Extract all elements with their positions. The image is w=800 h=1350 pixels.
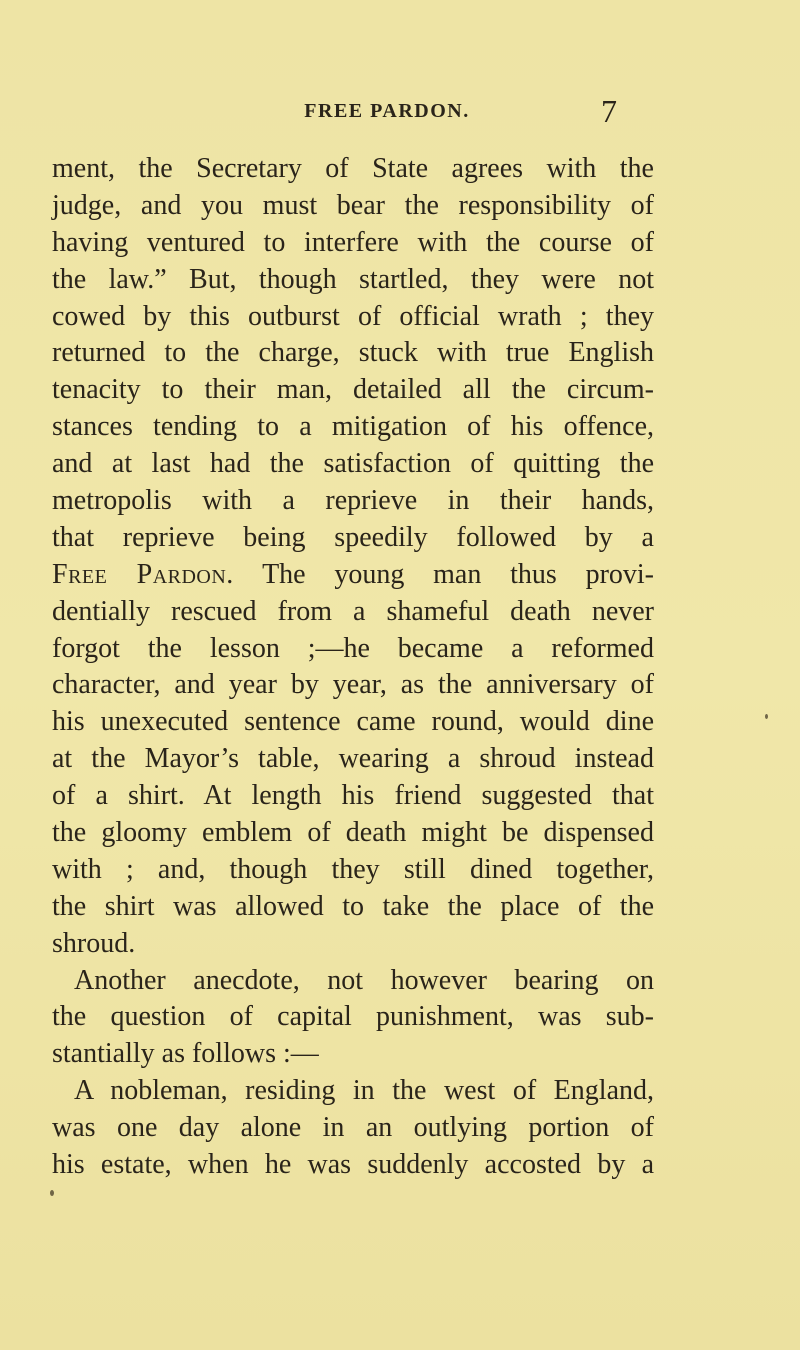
text-line: at the Mayor’s table, wearing a shroud instead (52, 743, 654, 775)
text-line: tenacity to their man, detailed all the circum- (52, 374, 654, 406)
text-line: that reprieve being speedily followed by a (52, 521, 654, 553)
running-title: FREE PARDON. (304, 100, 470, 122)
text-line: his estate, when he was suddenly accosted by a (52, 1149, 654, 1181)
text-line: with ; and, though they still dined together, (52, 853, 654, 885)
text-line: stantially as follows :— (52, 1038, 319, 1070)
text-line: Another anecdote, not however bearing on (74, 964, 654, 996)
text-line: cowed by this outburst of official wrath ; they (52, 300, 654, 332)
page-number: 7 (601, 93, 617, 129)
text-line: of a shirt. At length his friend suggested that (52, 780, 654, 812)
small-caps-phrase: Free Pardon. (52, 558, 234, 590)
text-line: character, and year by year, as the anniversary of (52, 669, 654, 701)
text-line: metropolis with a reprieve in their hands, (52, 485, 654, 517)
text-line: the shirt was allowed to take the place of the (52, 890, 654, 922)
text-line: judge, and you must bear the responsibility of (52, 189, 654, 221)
text-line: stances tending to a mitigation of his offence, (52, 411, 654, 443)
ink-speck (765, 714, 768, 719)
text-line (52, 557, 654, 594)
text-line: A nobleman, residing in the west of England, (74, 1075, 654, 1107)
text-line: his unexecuted sentence came round, would dine (52, 706, 654, 738)
line-text: The young man thus provi- (233, 558, 655, 590)
text-line: the question of capital punishment, was sub- (52, 1001, 654, 1033)
text-line: dentially rescued from a shameful death never (52, 595, 654, 627)
text-line: the gloomy emblem of death might be dispensed (52, 817, 654, 849)
text-line: the law.” But, though startled, they were not (52, 263, 654, 295)
text-line: having ventured to interfere with the course of (52, 226, 654, 258)
body-text (52, 151, 654, 1184)
text-line: and at last had the satisfaction of quitting the (52, 448, 654, 480)
text-line: shroud. (52, 927, 136, 959)
text-line: ment, the Secretary of State agrees with the (52, 153, 654, 184)
page-header (0, 94, 800, 128)
text-line: forgot the lesson ;—he became a reformed (52, 632, 654, 664)
text-line: was one day alone in an outlying portion of (52, 1112, 654, 1144)
text-line: returned to the charge, stuck with true English (52, 337, 654, 369)
ink-speck (50, 1190, 54, 1196)
